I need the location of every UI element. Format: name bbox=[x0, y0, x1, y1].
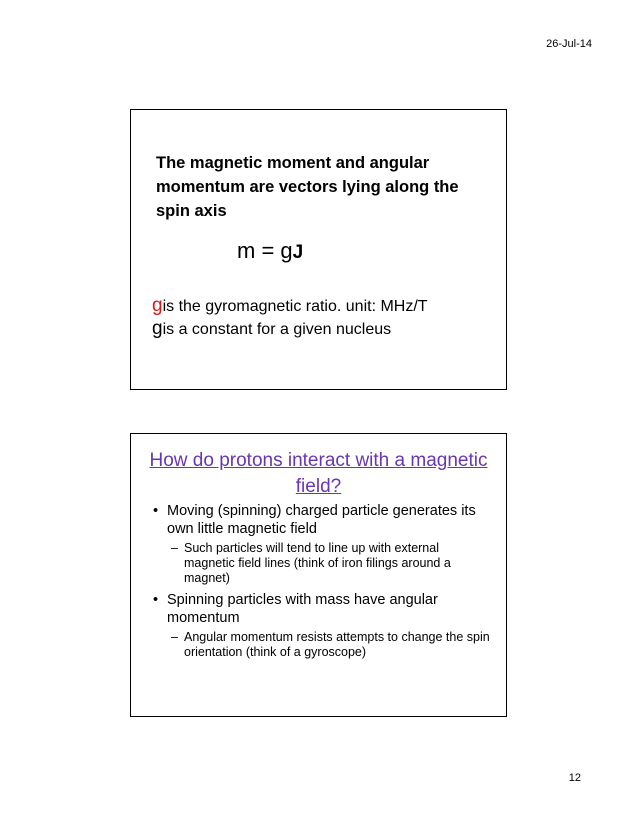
gyromagnetic-ratio-line bbox=[152, 295, 428, 318]
bullet-item bbox=[153, 591, 493, 627]
equation-gamma-symbol: g bbox=[280, 238, 293, 263]
equation-angular-momentum-symbol: J bbox=[292, 242, 304, 263]
bullet-marker: • bbox=[153, 503, 159, 519]
gamma-constant-text: is a constant for a given nucleus bbox=[162, 321, 392, 338]
bullet-marker: • bbox=[153, 592, 159, 608]
gamma-symbol-red: g bbox=[152, 295, 163, 316]
gamma-symbol: g bbox=[152, 318, 163, 339]
slide-magnetic-moment bbox=[130, 109, 507, 390]
gyromagnetic-equation bbox=[237, 238, 303, 266]
bullet-item bbox=[153, 502, 493, 538]
sub-bullet-text: Such particles will tend to line up with external magnetic field lines (think of iron filings around a magnet) bbox=[184, 541, 451, 585]
sub-bullet-item bbox=[153, 630, 493, 660]
bullet-list bbox=[153, 502, 493, 665]
header-date: 26-Jul-14 bbox=[546, 38, 592, 50]
sub-bullet-marker: – bbox=[171, 630, 178, 644]
sub-bullet-marker: – bbox=[171, 541, 178, 555]
equation-equals: = bbox=[255, 238, 281, 263]
bullet-text: Spinning particles with mass have angular momentum bbox=[167, 592, 438, 626]
slide-proton-interaction bbox=[130, 433, 507, 717]
bullet-text: Moving (spinning) charged particle generates its own little magnetic field bbox=[167, 503, 476, 537]
gamma-constant-line bbox=[152, 318, 391, 341]
sub-bullet-item bbox=[153, 541, 493, 586]
sub-bullet-text: Angular momentum resists attempts to change the spin orientation (think of a gyroscope) bbox=[184, 630, 490, 659]
slide-title: The magnetic moment and angular momentum are vectors lying along the spin axis bbox=[156, 154, 459, 220]
page-number: 12 bbox=[568, 772, 581, 784]
slide-title-link[interactable]: How do protons interact with a magnetic field? bbox=[149, 450, 488, 497]
gyromagnetic-ratio-text: is the gyromagnetic ratio. unit: MHz/T bbox=[162, 298, 428, 315]
equation-moment-symbol: m bbox=[237, 238, 256, 263]
